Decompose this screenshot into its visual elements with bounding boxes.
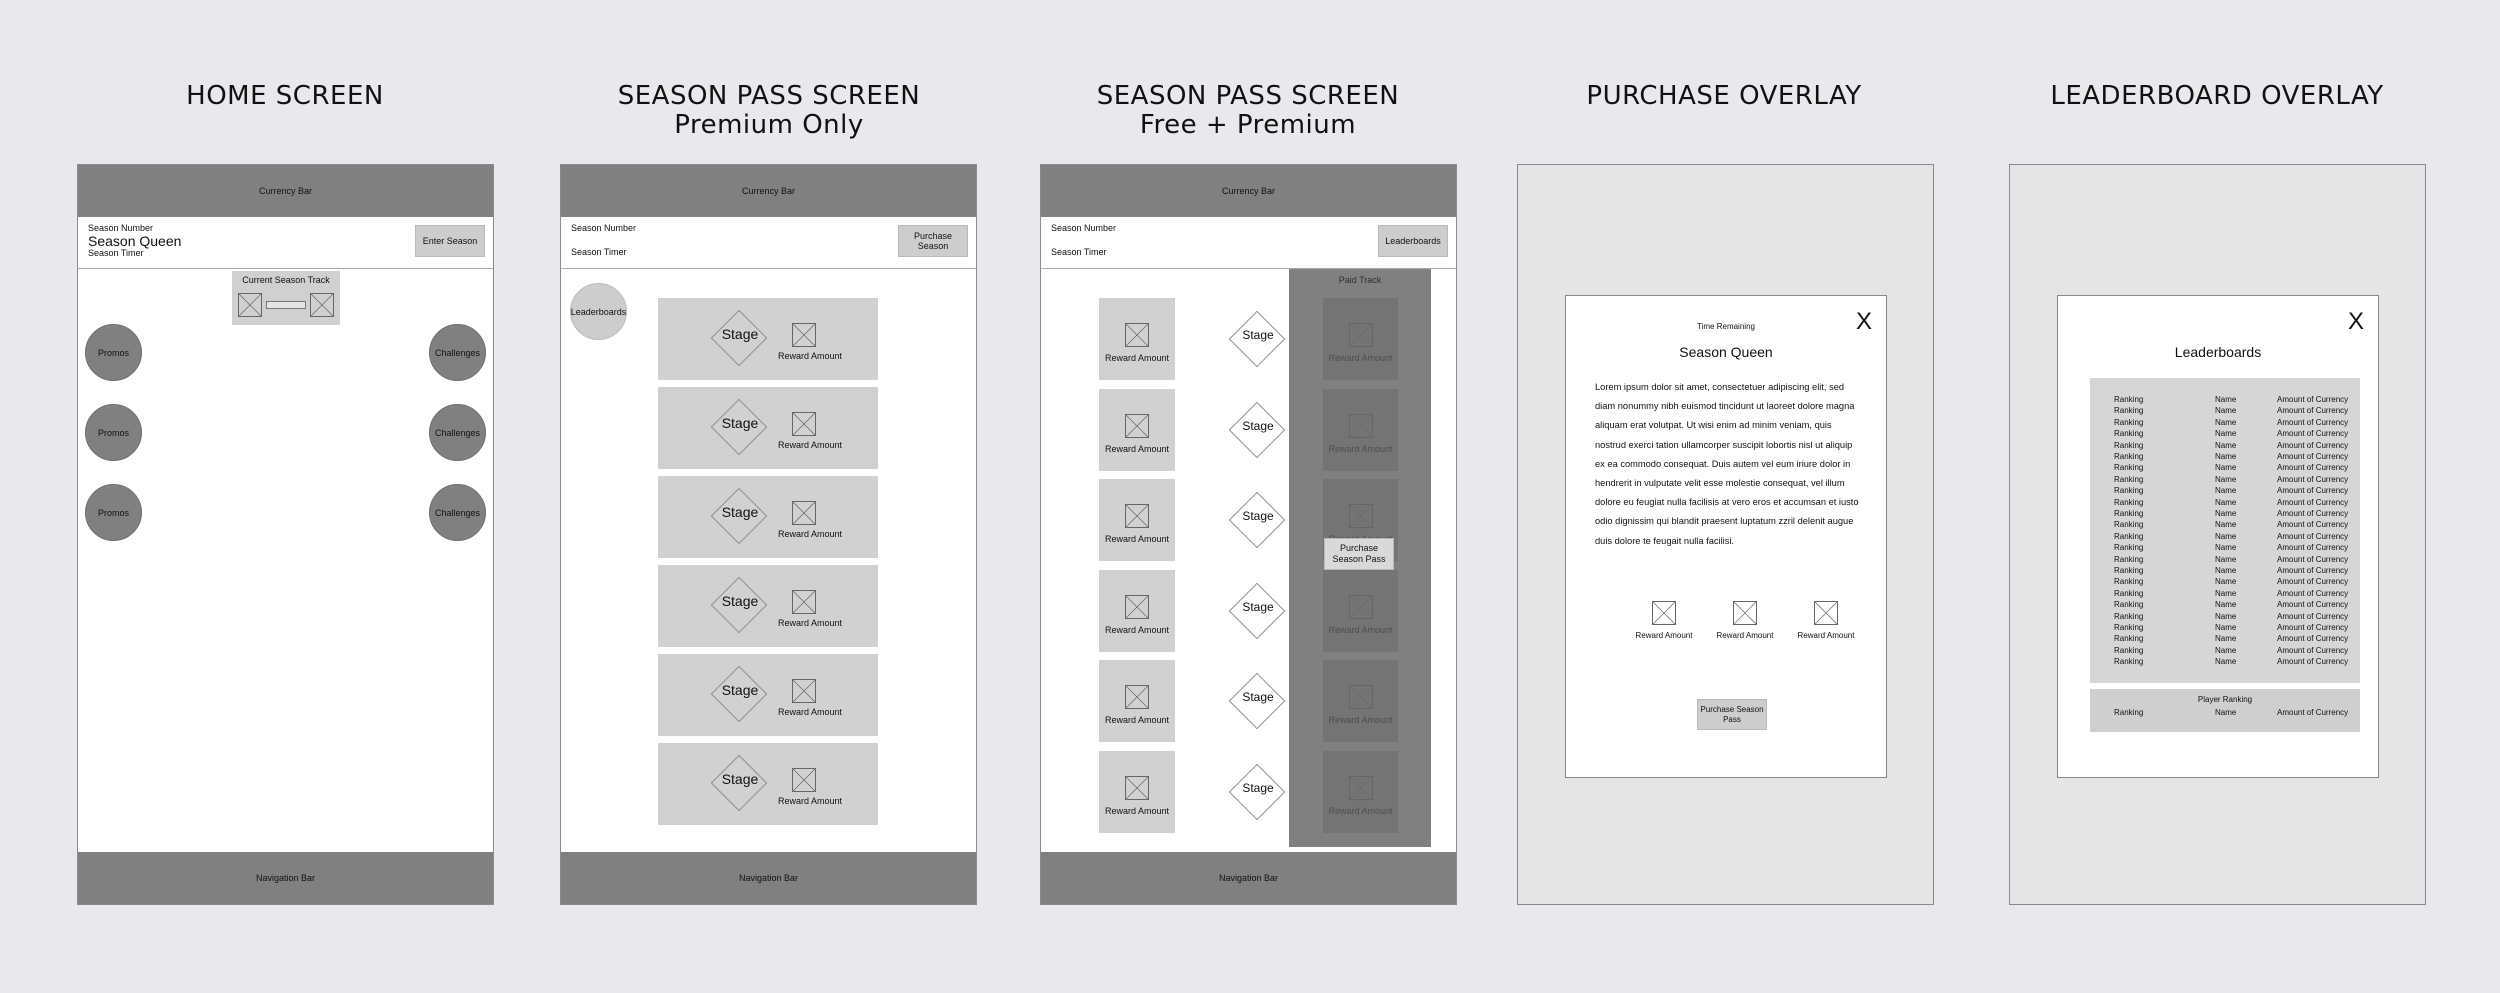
reward-image-icon [1125,776,1149,800]
leaderboard-row [2090,405,2360,416]
leaderboard-row [2090,519,2360,530]
currency-cell: Amount of Currency [2277,417,2349,427]
currency-cell: Amount of Currency [2277,645,2349,655]
ranking-cell: Ranking [2114,520,2144,530]
player-name-value: Name [2215,708,2237,717]
stage-label: Stage [1242,418,1274,433]
leaderboard-row [2090,417,2360,428]
currency-bar[interactable]: Currency Bar [78,165,493,217]
name-cell: Name [2215,520,2237,530]
name-cell: Name [2215,588,2237,598]
navigation-bar[interactable]: Navigation Bar [78,852,493,904]
track-start-image-icon [238,293,262,317]
reward-amount: Reward Amount [1328,353,1393,363]
home-screen-title: HOME SCREEN [186,81,384,111]
stage-label: Stage [1242,599,1274,614]
currency-cell: Amount of Currency [2277,634,2349,644]
leaderboard-overlay-title: LEADERBOARD OVERLAY [2050,81,2384,111]
currency-cell: Amount of Currency [2277,588,2349,598]
stage-card[interactable] [658,565,878,647]
reward-image-icon [1349,595,1373,619]
reward-image-icon [792,590,816,614]
navigation-bar[interactable]: Navigation Bar [1041,852,1456,904]
ranking-cell: Ranking [2114,623,2144,632]
paid-track-label: Paid Track [1338,275,1382,285]
ranking-cell: Ranking [2114,600,2144,610]
reward-image-icon [1349,776,1373,800]
purchase-season-pass-button[interactable] [1324,538,1394,570]
promos-button-2[interactable]: Promos [85,404,142,461]
reward-image-icon [1349,504,1373,528]
reward-image-icon [1125,323,1149,347]
purchase-season-button[interactable]: Purchase Season [898,225,968,257]
season-pass-free-premium-screen [1040,164,1457,905]
leaderboard-row [2090,542,2360,553]
stage-label: Stage [1242,780,1274,795]
ranking-cell: Ranking [2114,417,2144,427]
stage-card[interactable] [658,743,878,825]
leaderboard-modal [2057,295,2379,778]
enter-season-button[interactable]: Enter Season [415,225,485,257]
promos-button-3[interactable]: Promos [85,484,142,541]
purchase-modal [1565,295,1887,778]
ranking-cell: Ranking [2114,566,2144,575]
ranking-cell: Ranking [2114,406,2144,416]
navigation-bar[interactable]: Navigation Bar [561,852,976,904]
ranking-cell: Ranking [2114,452,2144,461]
purchase-overlay-screen [1517,164,1934,905]
close-icon[interactable]: X [2348,308,2365,335]
name-cell: Name [2215,645,2237,655]
reward-amount-2: Reward Amount [1716,631,1774,640]
ranking-cell: Ranking [2114,588,2144,598]
stage-card[interactable] [658,387,878,469]
ranking-cell: Ranking [2114,543,2144,553]
reward-amount: Reward Amount [778,351,843,361]
leaderboard-row [2090,451,2360,462]
stage-label: Stage [721,682,759,698]
stage-label: Stage [1242,509,1274,523]
season-pass-premium-screen [560,164,977,905]
reward-image-1-icon [1652,601,1676,625]
currency-cell: Amount of Currency [2277,509,2349,518]
reward-image-icon [792,679,816,703]
reward-amount: Reward Amount [1328,624,1393,635]
reward-image-icon [1125,685,1149,709]
name-cell: Name [2215,577,2237,587]
paid-reward-card[interactable] [1323,751,1398,833]
name-cell: Name [2215,486,2237,496]
free-reward-card[interactable] [1099,660,1175,742]
leaderboard-row [2090,645,2360,656]
track-progress-bar [266,301,306,309]
name-cell: Name [2215,395,2237,404]
name-cell: Name [2215,554,2237,564]
reward-amount: Reward Amount [1104,534,1170,544]
challenges-button-1[interactable]: Challenges [429,324,486,381]
reward-amount: Reward Amount [1328,805,1393,816]
reward-amount: Reward Amount [1328,443,1393,454]
season-name: Season Queen [1679,344,1773,360]
leaderboard-row [2090,497,2360,508]
paid-reward-card[interactable] [1323,298,1398,380]
ranking-cell: Ranking [2114,486,2144,496]
reward-amount: Reward Amount [778,440,843,450]
currency-cell: Amount of Currency [2277,543,2349,553]
player-ranking-panel [2090,689,2360,732]
name-cell: Name [2215,623,2237,632]
stage-card[interactable] [658,476,878,558]
ranking-cell: Ranking [2114,645,2144,655]
season-timer: Season Timer [88,248,144,258]
name-cell: Name [2215,417,2237,427]
name-cell: Name [2215,611,2237,621]
stage-card[interactable] [658,298,878,380]
season-header [561,217,976,269]
season-description: Lorem ipsum dolor sit amet, consectetuer adipiscing elit, sed diam nonummy nibh euismod tincidunt ut laoreet dolore magna aliquam erat volutpat. Ut wisi enim ad minim veniam, quis nostrud exerci tation ullamcorper suscipit lobortis nisl ut aliquip ex ea commodo consequat. Duis autem vel eum iriure dolor in hendrerit in vulputate velit esse molestie consequat, vel illum dolore eu feugiat nulla facilisis at vero eros et accumsan et iusto odio dignissim qui blandit praesent luptatum zzril delenit augue duis dolore te feugait nulla facilisi. [1595,382,1859,546]
name-cell: Name [2215,452,2237,461]
ranking-cell: Ranking [2114,429,2144,439]
currency-cell: Amount of Currency [2277,429,2349,439]
leaderboards-button[interactable]: Leaderboards [570,283,627,340]
leaderboard-table [2090,378,2360,683]
leaderboard-row [2090,588,2360,599]
reward-image-icon [1125,414,1149,438]
currency-cell: Amount of Currency [2277,554,2349,564]
free-reward-card[interactable] [1099,298,1175,380]
ranking-cell: Ranking [2114,497,2144,507]
currency-cell: Amount of Currency [2277,577,2349,587]
stage-label: Stage [721,771,759,787]
stage-label: Stage [1242,690,1274,704]
free-reward-card[interactable] [1099,389,1175,471]
leaderboard-row [2090,599,2360,610]
reward-amount: Reward Amount [778,618,843,628]
reward-image-icon [1349,323,1373,347]
ranking-cell: Ranking [2114,577,2144,587]
home-screen [77,164,494,905]
ranking-cell: Ranking [2114,611,2144,621]
season-free-title-line1: SEASON PASS SCREEN [1096,81,1400,111]
stage-card[interactable] [658,654,878,736]
paid-reward-card[interactable] [1323,389,1398,471]
leaderboard-row [2090,394,2360,405]
leaderboard-row [2090,656,2360,667]
free-reward-card[interactable] [1099,479,1175,561]
season-timer: Season Timer [571,247,627,257]
ranking-cell: Ranking [2114,531,2144,541]
purchase-season-pass-button[interactable] [1697,699,1767,730]
currency-cell: Amount of Currency [2277,486,2349,496]
close-icon[interactable]: X [1856,308,1873,335]
paid-reward-card[interactable] [1323,570,1398,652]
currency-cell: Amount of Currency [2277,623,2349,632]
name-cell: Name [2215,657,2237,667]
name-cell: Name [2215,531,2237,541]
reward-image-3-icon [1814,601,1838,625]
ranking-cell: Ranking [2114,395,2144,404]
leaderboard-row [2090,576,2360,587]
currency-cell: Amount of Currency [2277,657,2349,667]
leaderboard-row [2090,474,2360,485]
leaderboard-row [2090,633,2360,644]
reward-amount: Reward Amount [778,796,843,806]
purchase-overlay-title: PURCHASE OVERLAY [1586,81,1862,111]
reward-amount: Reward Amount [1104,353,1170,363]
challenges-button-2[interactable]: Challenges [429,404,486,461]
name-cell: Name [2215,566,2237,575]
currency-cell: Amount of Currency [2277,395,2349,404]
currency-bar[interactable]: Currency Bar [561,165,976,217]
reward-image-icon [1125,504,1149,528]
track-end-image-icon [310,293,334,317]
stage-label: Stage [721,593,759,609]
currency-cell: Amount of Currency [2277,474,2349,484]
currency-cell: Amount of Currency [2277,406,2349,416]
leaderboard-title: Leaderboards [2174,344,2262,360]
currency-cell: Amount of Currency [2277,531,2349,541]
stage-label: Stage [721,326,759,342]
name-cell: Name [2215,543,2237,553]
season-number: Season Number [88,223,154,233]
stage-label: Stage [721,415,759,431]
reward-amount-3: Reward Amount [1797,631,1855,640]
season-header [1041,217,1456,269]
leaderboard-row [2090,622,2360,633]
leaderboards-button[interactable]: Leaderboards [1378,225,1448,257]
currency-cell: Amount of Currency [2277,452,2349,461]
currency-cell: Amount of Currency [2277,600,2349,610]
leaderboard-overlay-screen [2009,164,2426,905]
player-currency-value: Amount of Currency [2277,708,2349,717]
ranking-cell: Ranking [2114,554,2144,564]
stage-label: Stage [1242,328,1274,342]
current-season-track[interactable] [232,271,340,325]
season-free-title [1018,82,1478,140]
season-number: Season Number [571,223,637,233]
leaderboard-row [2090,531,2360,542]
purchase-season-pass-line2: Season Pass [1332,554,1386,564]
leaderboard-row [2090,440,2360,451]
leaderboard-row [2090,554,2360,565]
season-name: Season Queen [88,233,182,249]
purchase-button-line1: Purchase Season [1700,704,1764,714]
leaderboard-row [2090,462,2360,473]
currency-cell: Amount of Currency [2277,497,2349,507]
purchase-season-pass-line1: Purchase [1339,543,1379,553]
name-cell: Name [2215,429,2237,439]
reward-image-icon [1349,414,1373,438]
leaderboard-row [2090,565,2360,576]
reward-amount: Reward Amount [778,707,843,717]
reward-amount: Reward Amount [1104,715,1170,725]
purchase-button-line2: Pass [1723,714,1741,724]
time-remaining: Time Remaining [1697,322,1755,331]
reward-image-icon [792,323,816,347]
reward-image-icon [792,501,816,525]
reward-image-icon [792,768,816,792]
currency-cell: Amount of Currency [2277,463,2349,473]
player-ranking-label: Player Ranking [2197,695,2253,704]
reward-image-icon [1349,685,1373,709]
leaderboard-row [2090,611,2360,622]
season-header [78,217,493,269]
currency-cell: Amount of Currency [2277,520,2349,530]
free-reward-card[interactable] [1099,751,1175,833]
current-season-track-label: Current Season Track [242,275,330,285]
name-cell: Name [2215,600,2237,610]
ranking-cell: Ranking [2114,440,2144,450]
currency-cell: Amount of Currency [2277,566,2349,575]
reward-amount: Reward Amount [1104,624,1170,635]
leaderboard-row [2090,508,2360,519]
reward-image-2-icon [1733,601,1757,625]
leaderboard-row [2090,485,2360,496]
currency-cell: Amount of Currency [2277,611,2349,621]
reward-amount: Reward Amount [1328,715,1393,725]
stage-label: Stage [721,504,759,520]
currency-cell: Amount of Currency [2277,440,2349,450]
challenges-button-3[interactable]: Challenges [429,484,486,541]
ranking-cell: Ranking [2114,657,2144,667]
season-premium-title-line2: Premium Only [674,110,864,140]
reward-image-icon [1125,595,1149,619]
leaderboard-row [2090,428,2360,439]
name-cell: Name [2215,634,2237,644]
season-timer: Season Timer [1051,247,1107,257]
name-cell: Name [2215,474,2237,484]
season-premium-title [539,82,999,140]
name-cell: Name [2215,406,2237,416]
paid-reward-card[interactable] [1323,660,1398,742]
season-free-title-line2: Free + Premium [1139,110,1357,140]
name-cell: Name [2215,440,2237,450]
free-reward-card[interactable] [1099,570,1175,652]
ranking-cell: Ranking [2114,509,2144,518]
name-cell: Name [2215,497,2237,507]
promos-button-1[interactable]: Promos [85,324,142,381]
reward-amount: Reward Amount [1104,805,1170,816]
ranking-cell: Ranking [2114,634,2144,644]
reward-amount-1: Reward Amount [1635,631,1693,640]
reward-amount: Reward Amount [1104,443,1170,454]
season-number: Season Number [1051,223,1117,233]
player-ranking-value: Ranking [2114,708,2144,717]
currency-bar[interactable]: Currency Bar [1041,165,1456,217]
ranking-cell: Ranking [2114,474,2144,484]
name-cell: Name [2215,509,2237,518]
reward-amount: Reward Amount [778,529,843,539]
ranking-cell: Ranking [2114,463,2144,473]
name-cell: Name [2215,463,2237,473]
season-premium-title-line1: SEASON PASS SCREEN [617,81,921,111]
reward-image-icon [792,412,816,436]
